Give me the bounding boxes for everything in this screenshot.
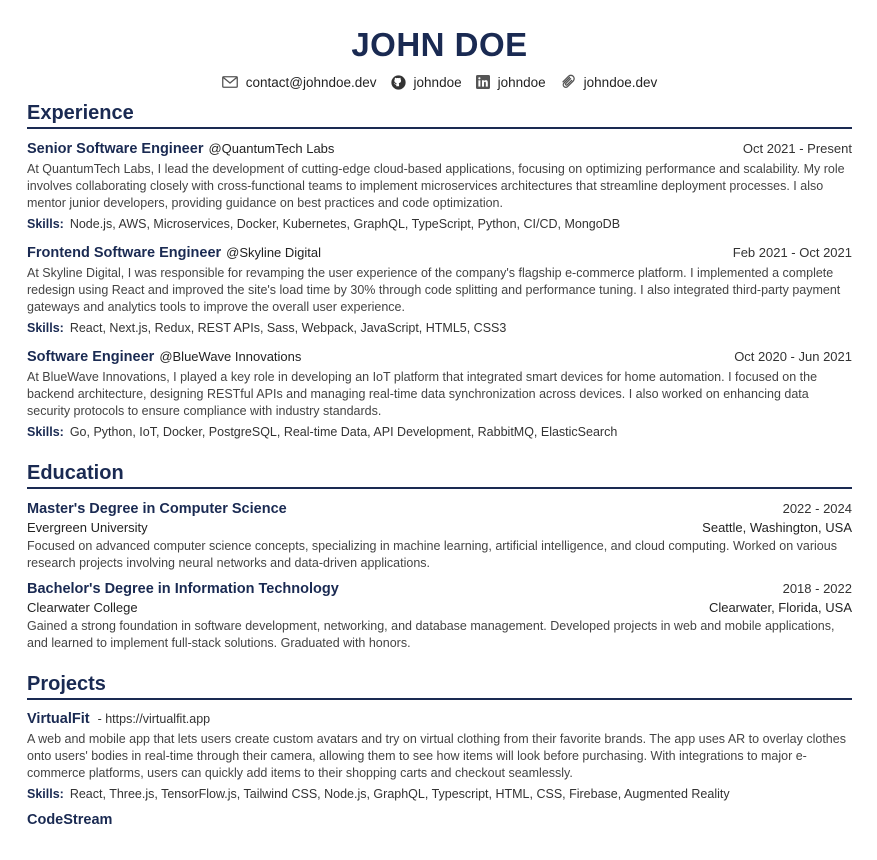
job-dates: Oct 2020 - Jun 2021 [734, 349, 852, 364]
experience-entry [27, 243, 852, 337]
skills-label: Skills: [27, 425, 64, 439]
contact-github-text: johndoe [413, 74, 462, 90]
education-entry [27, 499, 852, 572]
education-entry [27, 579, 852, 652]
project-link[interactable]: - https://virtualfit.app [97, 712, 211, 726]
projects-title: Projects [27, 672, 852, 700]
skills-list: Node.js, AWS, Microservices, Docker, Kubernetes, GraphQL, TypeScript, Python, CI/CD, MongoDB [69, 217, 621, 231]
projects-section [27, 672, 852, 830]
degree-title: Master's Degree in Computer Science [27, 501, 287, 517]
job-description: At QuantumTech Labs, I lead the development of cutting-edge cloud-based applications, focusing on optimizing performance and scalability. My role involves collaborating closely with cross-functional teams to implement microservices architectures that streamline deployment processes. I also mentor junior developers, providing guidance on best practices and code optimization. [27, 162, 845, 210]
education-dates: 2022 - 2024 [782, 501, 852, 516]
project-name-partial: CodeStream [27, 812, 113, 828]
company-name: @Skyline Digital [226, 245, 322, 260]
job-skills [27, 216, 852, 233]
job-dates: Oct 2021 - Present [742, 141, 852, 156]
school-location: Clearwater, Florida, USA [708, 600, 852, 615]
job-description: At Skyline Digital, I was responsible for revamping the user experience of the company's flagship e-commerce platform. I implemented a complete redesign using React and improved the site's load time by 30% through code splitting and performance tuning. I also integrated third-party payment gateways and analytics tools to improve the overall user experience. [27, 266, 841, 314]
skills-list: React, Next.js, Redux, REST APIs, Sass, Webpack, JavaScript, HTML5, CSS3 [69, 321, 507, 335]
experience-entry [27, 347, 852, 441]
skills-label: Skills: [27, 787, 64, 801]
project-skills [27, 786, 852, 803]
contact-email[interactable] [222, 75, 377, 90]
job-skills [27, 424, 852, 441]
contact-website[interactable] [560, 74, 658, 90]
job-title: Senior Software Engineer [27, 141, 204, 157]
education-dates: 2018 - 2022 [782, 581, 852, 596]
job-title: Frontend Software Engineer [27, 245, 222, 261]
contact-linkedin-text: johndoe [497, 74, 546, 90]
education-description: Gained a strong foundation in software development, networking, and database management. Developed projects in web and mobile applications, and learned to implement full-stack solutions. Graduated with honors. [27, 619, 835, 650]
company-name: @QuantumTech Labs [208, 141, 335, 156]
project-name: VirtualFit [27, 711, 90, 727]
skills-list: Go, Python, IoT, Docker, PostgreSQL, Real-time Data, API Development, RabbitMQ, ElasticSearch [69, 425, 618, 439]
education-description: Focused on advanced computer science concepts, specializing in machine learning, artificial intelligence, and cloud computing. Worked on various research projects involving neural networks and data-driven applications. [27, 539, 837, 570]
education-section [27, 461, 852, 652]
job-title: Software Engineer [27, 349, 155, 365]
company-name: @BlueWave Innovations [159, 349, 302, 364]
resume-page [27, 0, 852, 830]
contact-bar [27, 72, 852, 92]
project-description: A web and mobile app that lets users create custom avatars and try on virtual clothing from their favorite brands. The app uses AR to overlay clothes onto users' bodies in real-time through their camera, allowing them to see how items will look before purchasing. With integrations to major e-commerce platforms, users can quickly add items to their shopping carts and checkout seamlessly. [27, 732, 846, 780]
experience-section [27, 101, 852, 441]
experience-entry [27, 139, 852, 233]
school-location: Seattle, Washington, USA [702, 520, 852, 535]
experience-title: Experience [27, 101, 852, 129]
contact-website-text: johndoe.dev [583, 74, 658, 90]
link-icon [560, 74, 576, 90]
github-icon [391, 75, 406, 90]
project-entry [27, 710, 852, 803]
skills-label: Skills: [27, 321, 64, 335]
education-title: Education [27, 461, 852, 489]
contact-github[interactable] [391, 75, 462, 90]
job-skills [27, 320, 852, 337]
school-name: Evergreen University [27, 520, 148, 535]
school-name: Clearwater College [27, 600, 138, 615]
skills-list: React, Three.js, TensorFlow.js, Tailwind CSS, Node.js, GraphQL, Typescript, HTML, CSS, Firebase, Augmented Reality [69, 787, 730, 801]
contact-linkedin[interactable] [476, 75, 546, 90]
linkedin-icon [476, 75, 490, 89]
skills-label: Skills: [27, 217, 64, 231]
job-description: At BlueWave Innovations, I played a key role in developing an IoT platform that integrated smart devices for home automation. I focused on the backend architecture, designing RESTful APIs and managing real-time data synchronization across devices. I also worked on enhancing data security protocols to ensure compliance with industry standards. [27, 370, 818, 418]
envelope-icon [222, 76, 238, 88]
job-dates: Feb 2021 - Oct 2021 [732, 245, 852, 260]
contact-email-text: contact@johndoe.dev [245, 74, 377, 90]
resume-name: JOHN DOE [351, 26, 528, 63]
degree-title: Bachelor's Degree in Information Technology [27, 581, 339, 597]
